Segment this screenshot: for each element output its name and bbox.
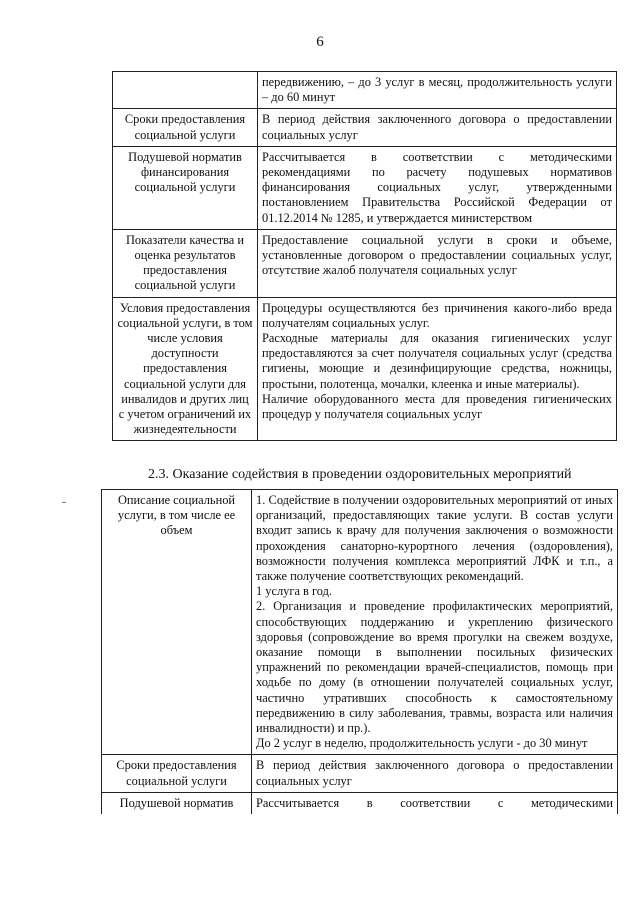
row-label: Подушевой норматив финансирования социальной услуги — [113, 146, 258, 229]
service-table-continued — [112, 71, 617, 441]
row-label — [113, 72, 258, 109]
paragraph: 1. Содействие в получении оздоровительных мероприятий от иных организаций, предоставляющих такие услуги. В состав услуги входит запись к врачу для получения заключения о возможности прохождения санаторно-курортного лечения (оздоровления), возможности получения комплекса мероприятий ЛФК и т.п., а также получение соответствующих рекомендаций. — [256, 493, 613, 584]
table-row — [113, 109, 617, 146]
row-text — [258, 297, 617, 441]
row-label: Показатели качества и оценка результатов предоставления социальной услуги — [113, 229, 258, 297]
table-row — [113, 72, 617, 109]
paragraph: Процедуры осуществляются без причинения какого-либо вреда получателям социальных услуг. — [262, 300, 612, 330]
section-heading: 2.3. Оказание содействия в проведении оздоровительных мероприятий — [148, 467, 572, 482]
row-label: Сроки предоставления социальной услуги — [102, 755, 252, 792]
table-row — [102, 792, 618, 814]
row-text: передвижению, – до 3 услуг в месяц, продолжительность услуги – до 60 минут — [258, 72, 617, 109]
paragraph: 1 услуга в год. — [256, 584, 333, 599]
paragraph: Расходные материалы для оказания гигиенических услуг предоставляются за счет получателя социальных услуг (средства гигиены, моющие и дезинфицирующие средства, ножницы, простыни, полотенца, мочалки, клеенка и иные материалы). — [262, 331, 612, 391]
row-text: Предоставление социальной услуги в сроки и объеме, установленные договором о предоставлении социальных услуг, отсутствие жалоб получателя социальных услуг — [258, 229, 617, 297]
row-text — [252, 792, 618, 814]
paragraph: 2. Организация и проведение профилактических мероприятий, способствующих поддержанию и укреплению физического здоровья (сопровождение во время прогулки на свежем воздухе, оказание помощи в выполнении посильных физических упражнений по рекомендации врачей-специалистов, помощь при ходьбе по дому (в отношении получателей социальных услуг, частично утративших способность к самостоятельному передвижению в силу заболевания, травмы, возраста или наличия инвалидности) и пр.). — [256, 599, 613, 736]
table-row — [113, 146, 617, 229]
paragraph: До 2 услуг в неделю, продолжительность услуги - до 30 минут — [256, 736, 588, 751]
row-text: В период действия заключенного договора о предоставлении социальных услуг — [258, 109, 617, 146]
row-label: Сроки предоставления социальной услуги — [113, 109, 258, 146]
paragraph: Наличие оборудованного места для проведения гигиенических процедур у получателя социальных услуг — [262, 391, 612, 422]
row-label: Описание социальной услуги, в том числе ее объем — [102, 490, 252, 755]
row-text: Рассчитывается в соответствии с методическими рекомендациями по расчету подушевых нормативов финансирования социальных услуг, утвержденными постановлением Правительства Российской Федерации от 01.12.2014 № 1285, и утверждается министерством — [258, 146, 617, 229]
row-text — [252, 490, 618, 755]
row-text-line: Рассчитывается в соответствии с методическими — [256, 795, 613, 810]
table-row — [113, 297, 617, 441]
table-row — [102, 755, 618, 792]
service-table — [101, 489, 618, 814]
row-label: Подушевой норматив — [102, 792, 252, 814]
scan-mark — [62, 502, 66, 503]
row-label: Условия предоставления социальной услуги, в том числе условия доступности предоставления социальной услуги для инвалидов и других лиц с учетом ограничений их жизнедеятельности — [113, 297, 258, 441]
table-row — [113, 229, 617, 297]
table-row — [102, 490, 618, 755]
row-text: В период действия заключенного договора о предоставлении социальных услуг — [252, 755, 618, 792]
page-number: 6 — [316, 34, 324, 50]
